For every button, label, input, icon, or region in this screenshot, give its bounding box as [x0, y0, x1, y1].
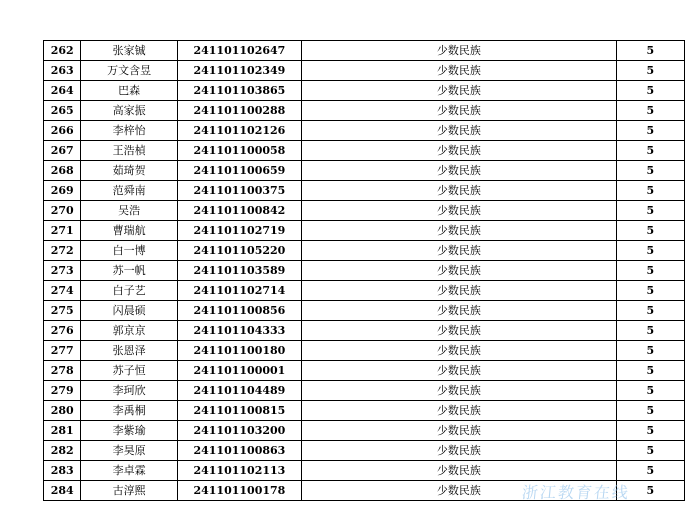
- row-index: 283: [44, 461, 81, 481]
- bonus-category: 少数民族: [302, 401, 617, 421]
- row-index: 279: [44, 381, 81, 401]
- table-row: [44, 121, 685, 141]
- bonus-score: 5: [616, 181, 684, 201]
- table-row: [44, 321, 685, 341]
- table-row: [44, 281, 685, 301]
- student-name: 郭京京: [81, 321, 177, 341]
- exam-id: 241101100842: [177, 201, 301, 221]
- row-index: 267: [44, 141, 81, 161]
- bonus-score: 5: [616, 41, 684, 61]
- table-row: [44, 221, 685, 241]
- score-table-body: [44, 41, 685, 501]
- watermark-logo: 浙江教育在线: [520, 483, 631, 502]
- student-name: 李梓怡: [81, 121, 177, 141]
- student-name: 古淳熙: [81, 481, 177, 501]
- student-name: 苏子恒: [81, 361, 177, 381]
- bonus-score: 5: [616, 281, 684, 301]
- bonus-score: 5: [616, 201, 684, 221]
- table-row: [44, 181, 685, 201]
- student-name: 白一博: [81, 241, 177, 261]
- bonus-category: 少数民族: [302, 261, 617, 281]
- exam-id: 241101104489: [177, 381, 301, 401]
- bonus-score: 5: [616, 301, 684, 321]
- table-row: [44, 341, 685, 361]
- bonus-category: 少数民族: [302, 141, 617, 161]
- exam-id: 241101100180: [177, 341, 301, 361]
- row-index: 281: [44, 421, 81, 441]
- table-row: [44, 81, 685, 101]
- bonus-category: 少数民族: [302, 281, 617, 301]
- exam-id: 241101103589: [177, 261, 301, 281]
- student-name: 曹瑞航: [81, 221, 177, 241]
- row-index: 275: [44, 301, 81, 321]
- table-row: [44, 361, 685, 381]
- exam-id: 241101100058: [177, 141, 301, 161]
- row-index: 265: [44, 101, 81, 121]
- exam-id: 241101100288: [177, 101, 301, 121]
- student-name: 张家铖: [81, 41, 177, 61]
- bonus-category: 少数民族: [302, 341, 617, 361]
- bonus-score: 5: [616, 461, 684, 481]
- row-index: 282: [44, 441, 81, 461]
- row-index: 272: [44, 241, 81, 261]
- student-name: 李昊原: [81, 441, 177, 461]
- row-index: 274: [44, 281, 81, 301]
- table-row: [44, 201, 685, 221]
- exam-id: 241101105220: [177, 241, 301, 261]
- bonus-category: 少数民族: [302, 41, 617, 61]
- bonus-score: 5: [616, 441, 684, 461]
- exam-id: 241101102113: [177, 461, 301, 481]
- row-index: 280: [44, 401, 81, 421]
- exam-id: 241101100815: [177, 401, 301, 421]
- exam-id: 241101100856: [177, 301, 301, 321]
- bonus-category: 少数民族: [302, 81, 617, 101]
- table-row: [44, 401, 685, 421]
- student-name: 李卓霖: [81, 461, 177, 481]
- student-name: 茹琦贺: [81, 161, 177, 181]
- student-name: 李珂欣: [81, 381, 177, 401]
- row-index: 271: [44, 221, 81, 241]
- row-index: 266: [44, 121, 81, 141]
- exam-id: 241101103200: [177, 421, 301, 441]
- bonus-score: 5: [616, 381, 684, 401]
- table-row: [44, 161, 685, 181]
- bonus-category: 少数民族: [302, 221, 617, 241]
- student-name: 苏一帆: [81, 261, 177, 281]
- bonus-category: 少数民族: [302, 481, 617, 501]
- student-name: 白子艺: [81, 281, 177, 301]
- exam-id: 241101100375: [177, 181, 301, 201]
- bonus-category: 少数民族: [302, 421, 617, 441]
- table-row: [44, 241, 685, 261]
- row-index: 262: [44, 41, 81, 61]
- row-index: 277: [44, 341, 81, 361]
- bonus-score: 5: [616, 341, 684, 361]
- student-name: 万文含昱: [81, 61, 177, 81]
- bonus-score: 5: [616, 361, 684, 381]
- table-row: [44, 381, 685, 401]
- row-index: 264: [44, 81, 81, 101]
- table-row: [44, 301, 685, 321]
- exam-id: 241101103865: [177, 81, 301, 101]
- bonus-category: 少数民族: [302, 441, 617, 461]
- bonus-score: 5: [616, 121, 684, 141]
- bonus-category: 少数民族: [302, 381, 617, 401]
- bonus-score: 5: [616, 241, 684, 261]
- student-name: 李紫瑜: [81, 421, 177, 441]
- bonus-score: 5: [616, 401, 684, 421]
- exam-id: 241101100001: [177, 361, 301, 381]
- row-index: 268: [44, 161, 81, 181]
- student-name: 高家振: [81, 101, 177, 121]
- table-row: [44, 461, 685, 481]
- student-name: 闪晨硕: [81, 301, 177, 321]
- row-index: 263: [44, 61, 81, 81]
- bonus-score: 5: [616, 141, 684, 161]
- bonus-category: 少数民族: [302, 201, 617, 221]
- table-row: [44, 481, 685, 501]
- student-name: 李禹桐: [81, 401, 177, 421]
- bonus-score: 5: [616, 61, 684, 81]
- exam-id: 241101102714: [177, 281, 301, 301]
- row-index: 284: [44, 481, 81, 501]
- student-name: 吴浩: [81, 201, 177, 221]
- bonus-category: 少数民族: [302, 241, 617, 261]
- row-index: 278: [44, 361, 81, 381]
- bonus-score: 5: [616, 221, 684, 241]
- bonus-category: 少数民族: [302, 301, 617, 321]
- bonus-category: 少数民族: [302, 461, 617, 481]
- exam-id: 241101102647: [177, 41, 301, 61]
- bonus-category: 少数民族: [302, 321, 617, 341]
- score-table: [43, 40, 685, 501]
- exam-id: 241101100178: [177, 481, 301, 501]
- bonus-category: 少数民族: [302, 61, 617, 81]
- exam-id: 241101100659: [177, 161, 301, 181]
- student-name: 王浩楨: [81, 141, 177, 161]
- bonus-category: 少数民族: [302, 101, 617, 121]
- bonus-score: 5: [616, 81, 684, 101]
- exam-id: 241101100863: [177, 441, 301, 461]
- bonus-score: 5: [616, 481, 684, 501]
- table-row: [44, 101, 685, 121]
- bonus-category: 少数民族: [302, 361, 617, 381]
- table-row: [44, 141, 685, 161]
- exam-id: 241101102349: [177, 61, 301, 81]
- exam-id: 241101104333: [177, 321, 301, 341]
- bonus-score: 5: [616, 321, 684, 341]
- bonus-category: 少数民族: [302, 161, 617, 181]
- student-name: 巴森: [81, 81, 177, 101]
- table-row: [44, 41, 685, 61]
- table-row: [44, 421, 685, 441]
- bonus-score: 5: [616, 101, 684, 121]
- exam-id: 241101102126: [177, 121, 301, 141]
- table-row: [44, 261, 685, 281]
- exam-id: 241101102719: [177, 221, 301, 241]
- row-index: 273: [44, 261, 81, 281]
- bonus-score: 5: [616, 421, 684, 441]
- bonus-score: 5: [616, 161, 684, 181]
- bonus-category: 少数民族: [302, 181, 617, 201]
- row-index: 276: [44, 321, 81, 341]
- bonus-score: 5: [616, 261, 684, 281]
- student-name: 张恩泽: [81, 341, 177, 361]
- row-index: 269: [44, 181, 81, 201]
- table-row: [44, 61, 685, 81]
- row-index: 270: [44, 201, 81, 221]
- student-name: 范舜南: [81, 181, 177, 201]
- bonus-category: 少数民族: [302, 121, 617, 141]
- table-row: [44, 441, 685, 461]
